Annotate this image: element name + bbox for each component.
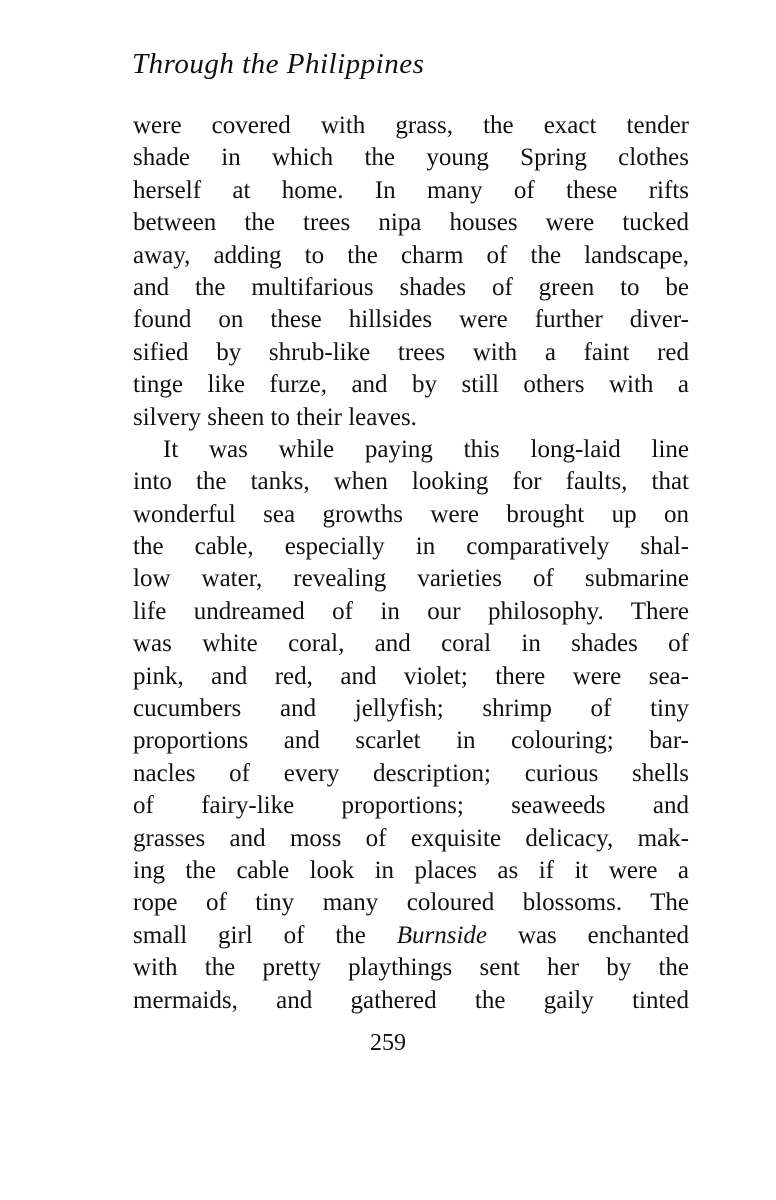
text-line: herself at home. In many of these rifts [133,176,689,204]
text-line: found on these hillsides were further diver- [133,306,689,334]
page-body [133,110,689,1017]
text-fragment: small girl of the [133,921,366,949]
text-line: life undreamed of in our philosophy. There [133,597,689,625]
text-line: silvery sheen to their leaves. [133,403,417,431]
text-line: pink, and red, and violet; there were sea- [133,662,689,690]
running-header: Through the Philippines [132,48,425,80]
text-line: wonderful sea growths were brought up on [133,500,689,528]
text-line: nacles of every description; curious shells [133,759,689,787]
page-number: 259 [370,1030,406,1056]
text-line: tinge like furze, and by still others with a [133,371,689,399]
text-line: with the pretty playthings sent her by the [133,954,689,982]
text-line: away, adding to the charm of the landscape, [133,241,689,269]
text-line: low water, revealing varieties of submarine [133,565,689,593]
text-line: ing the cable look in places as if it were a [133,856,689,884]
text-fragment: was enchanted [517,921,689,949]
text-line: into the tanks, when looking for faults, that [133,468,689,496]
text-line: proportions and scarlet in colouring; bar- [133,727,689,755]
text-line: rope of tiny many coloured blossoms. The [133,889,689,917]
text-line: shade in which the young Spring clothes [133,144,689,172]
text-line: were covered with grass, the exact tender [133,112,689,139]
text-line: of fairy-like proportions; seaweeds and [133,792,689,820]
ship-name: Burnside [396,921,488,949]
text-line: sified by shrub-like trees with a faint red [133,338,689,366]
text-line: was white coral, and coral in shades of [133,630,689,658]
text-line: It was while paying this long-laid line [163,435,689,463]
text-line: the cable, especially in comparatively shal- [133,533,689,561]
text-line [133,920,689,952]
text-line: between the trees nipa houses were tucked [133,209,689,237]
text-line: cucumbers and jellyfish; shrimp of tiny [133,695,689,723]
text-line: mermaids, and gathered the gaily tinted [133,986,689,1014]
text-line: and the multifarious shades of green to be [133,273,689,301]
paragraph-1 [133,110,689,434]
text-line: grasses and moss of exquisite delicacy, mak- [133,824,689,852]
paragraph-2 [133,434,689,1017]
